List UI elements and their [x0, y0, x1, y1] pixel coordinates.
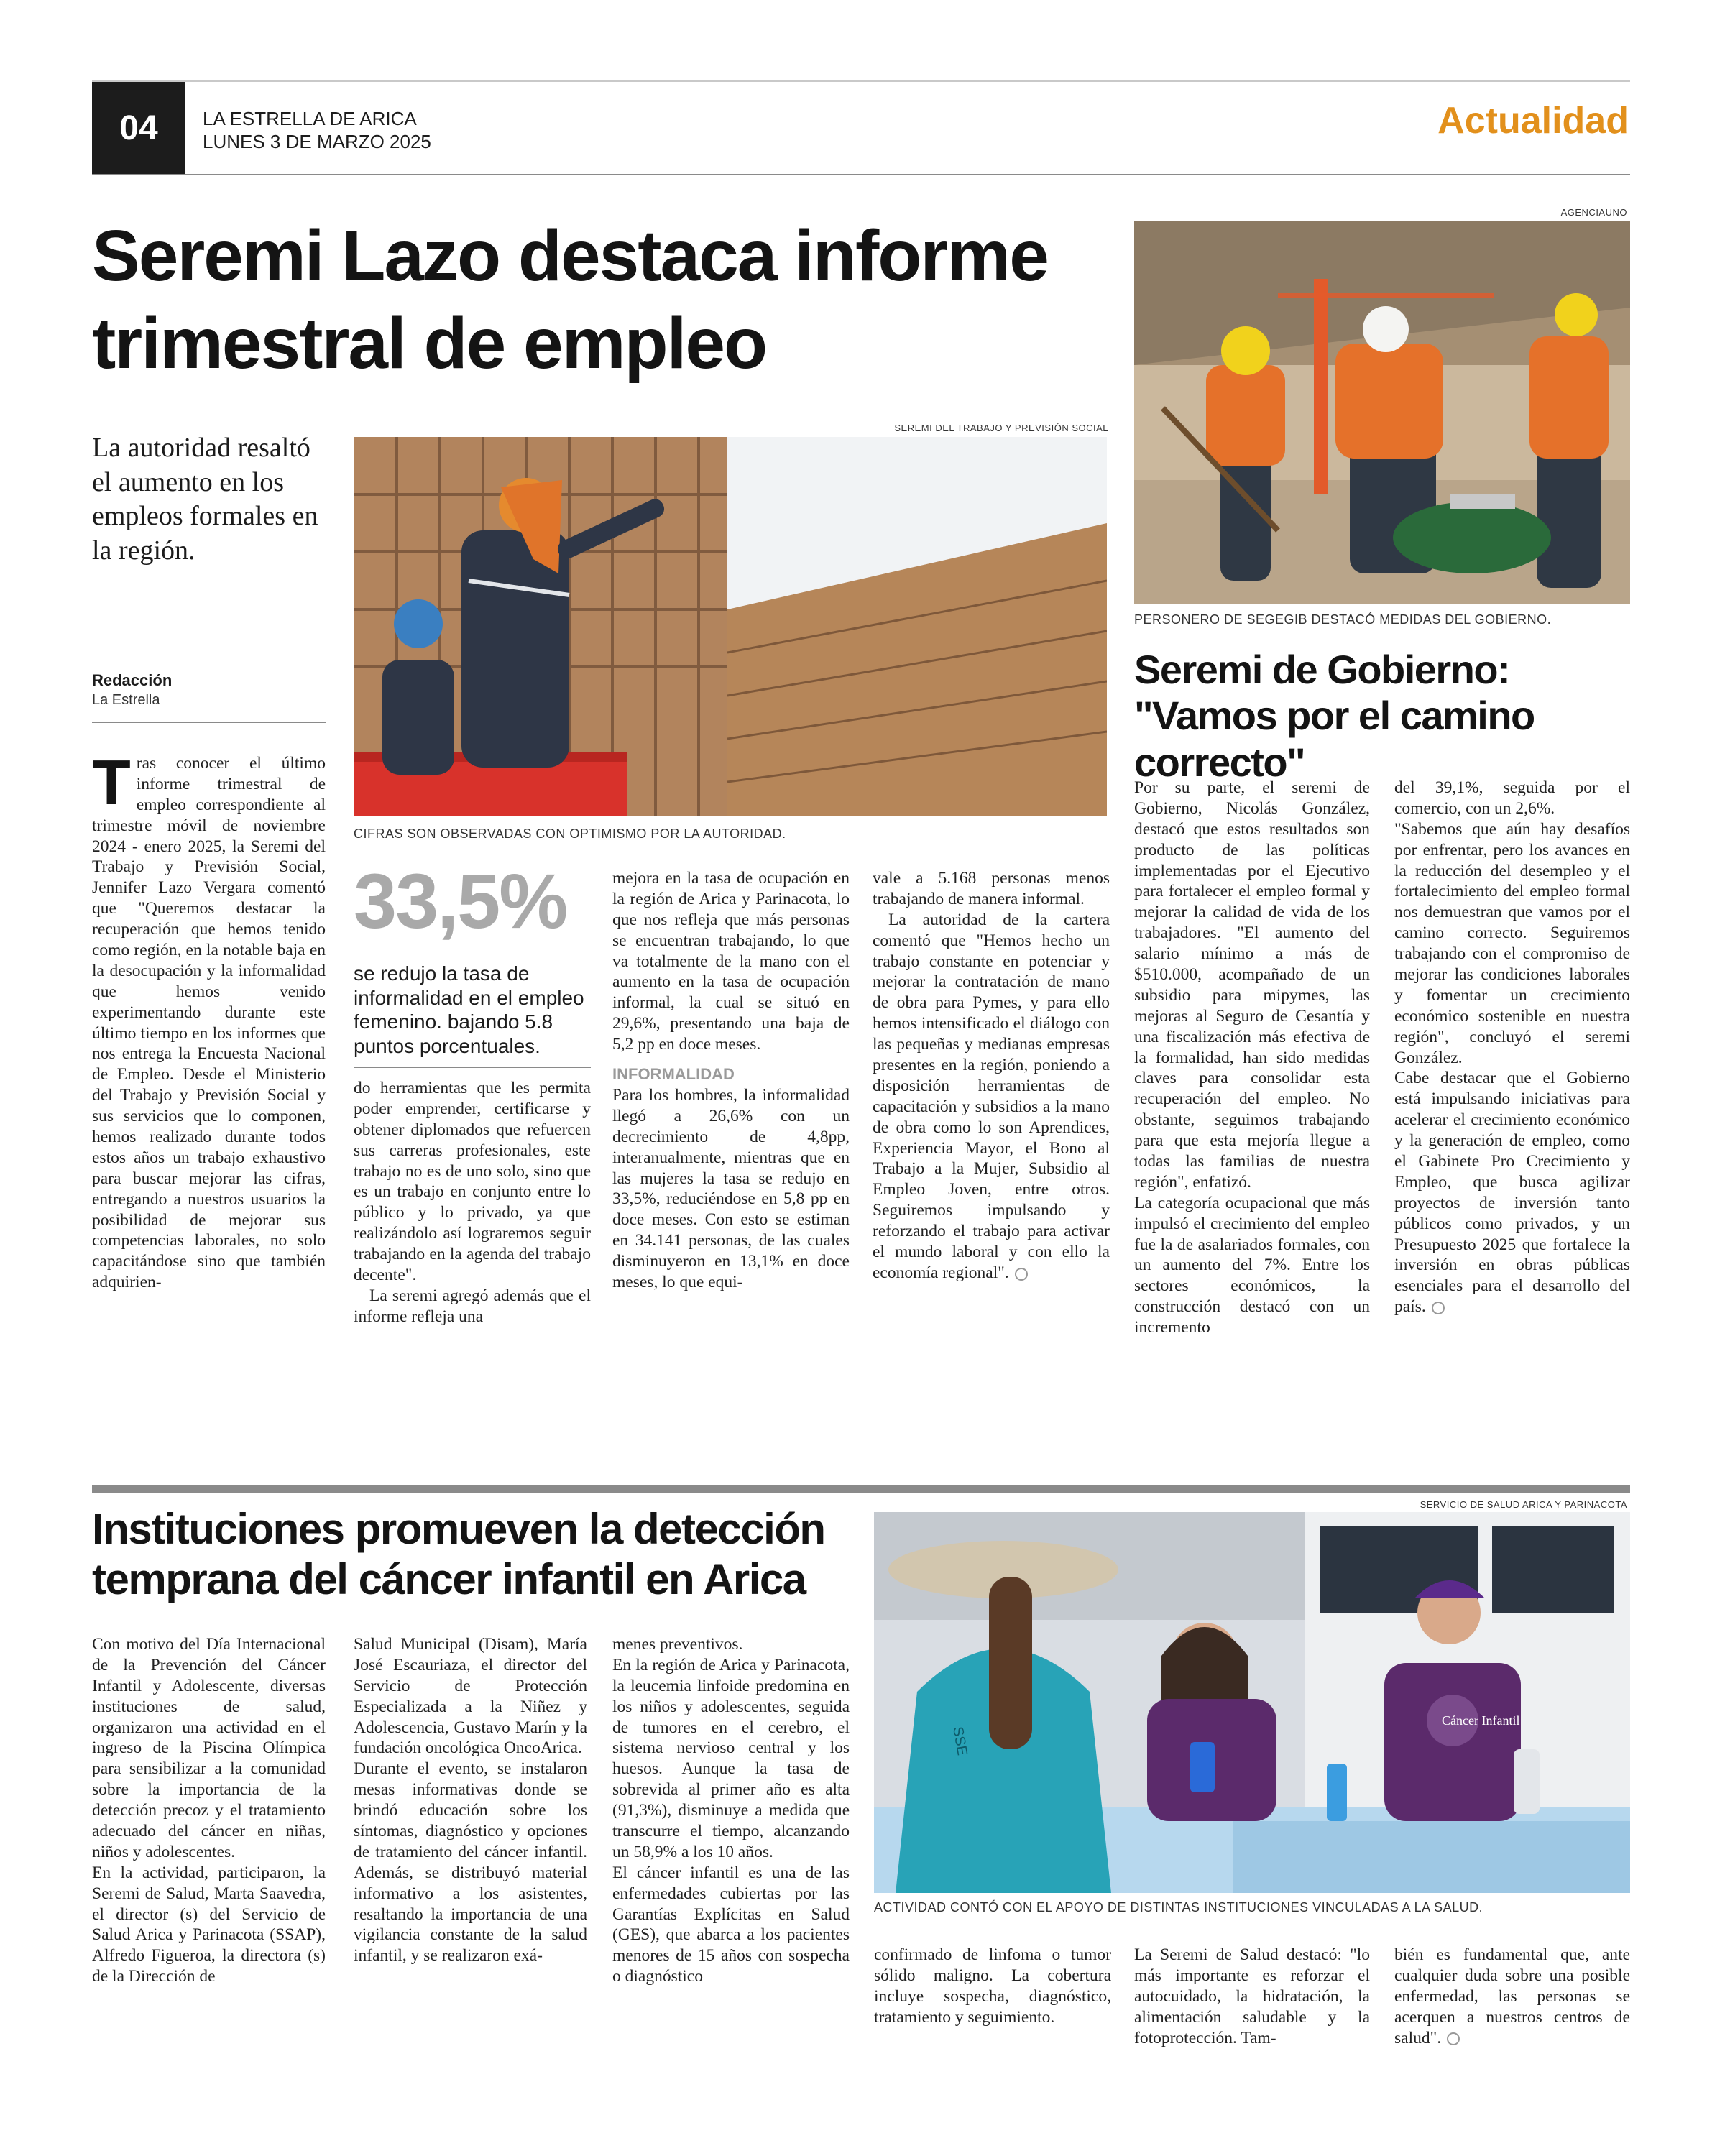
article3-col5 — [1134, 1945, 1370, 2048]
header-bottom-rule — [92, 174, 1630, 175]
article1-col3-p1: mejora en la tasa de ocupación en la región de Arica y Parinacota, lo que nos refleja que más personas se encuentran trabajando, lo que va totalmente de la mano con el aumento en la tasa de ocupación informal, la cual se situó en 29,6%, presentando una baja de 5,2 pp en doce meses. — [612, 869, 850, 1054]
article1-photo — [354, 437, 1107, 816]
article2-col2-p2: "Sabemos que aún hay desafíos por enfrentar, pero los avances en la reducción del desempleo y el fortalecimiento del empleo formal nos demuestran que vamos por el camino correcto. Seguiremos trabajando con el compromiso de mejorar las condiciones laborales y fomentar un crecimiento económico sostenible en nuestra región", concluyó el seremi González. — [1394, 819, 1630, 1067]
article3-headline-line1: Instituciones promueven la detección — [92, 1505, 825, 1553]
section-name: Actualidad — [1438, 100, 1629, 142]
article2-col1-p2: La categoría ocupacional que más impulsó el crecimiento del empleo fue la de asalariados formales, con un aumento del 7%. Entre los sectores económicos, la construcción destacó con un incremento — [1134, 1193, 1370, 1337]
section-separator — [92, 1485, 1630, 1493]
subhead-informalidad: INFORMALIDAD — [612, 1065, 735, 1084]
article3-col1 — [92, 1634, 326, 1987]
end-mark-icon — [1432, 1302, 1445, 1314]
article3-photo-caption: ACTIVIDAD CONTÓ CON EL APOYO DE DISTINTAS INSTITUCIONES VINCULADAS A LA SALUD. — [874, 1900, 1484, 1915]
end-mark-icon — [1015, 1268, 1028, 1281]
stat-number: 33,5% — [354, 857, 567, 944]
article1-col4 — [873, 868, 1110, 1284]
byline-rule — [92, 722, 326, 723]
article1-col4-p1: vale a 5.168 personas menos trabajando de manera informal. — [873, 869, 1110, 908]
header-top-rule — [92, 80, 1630, 82]
article3-col6-p1: bién es fundamental que, ante cualquier duda sobre una posible enfermedad, las personas se acerquen a nuestros centros de salud". — [1394, 1945, 1630, 2047]
article3-col3-p2: En la región de Arica y Parinacota, la leucemia linfoide predomina en los niños y adolescentes, seguida de tumores en el cerebro, el sistema nervioso central y los huesos. Aunque la tasa de sobrevida al primer año es alta (91,3%), disminuye a medida que transcurre el tiempo, alcanzando un 58,9% a los 10 años. — [612, 1655, 850, 1861]
byline-name: Redacción — [92, 671, 172, 689]
article2-col2-p1: del 39,1%, seguida por el comercio, con un 2,6%. — [1394, 778, 1630, 818]
stat-text: se redujo la tasa de informalidad en el empleo femenino. bajando 5.8 puntos porcentuales. — [354, 962, 584, 1057]
end-mark-icon — [1447, 2032, 1460, 2045]
article3-col4 — [874, 1945, 1111, 2028]
article2-col2 — [1394, 778, 1630, 1317]
article3-col6 — [1394, 1945, 1630, 2048]
article3-col2-p2: Durante el evento, se instalaron mesas informativas donde se brindó educación sobre los síntomas, diagnóstico y opciones de tratamiento del cáncer infantil. Además, se distribuyó material informativo a los asistentes, resaltando la importancia de una vigilancia constante de la salud infantil, y se realizaron exá- — [354, 1759, 587, 1966]
article1-photo-credit: SEREMI DEL TRABAJO Y PREVISIÓN SOCIAL — [894, 423, 1108, 433]
article3-photo — [874, 1512, 1630, 1893]
article2-headline: Seremi de Gobierno: "Vamos por el camino correcto" — [1134, 647, 1535, 785]
article1-headline-line2: trimestral de empleo — [92, 303, 767, 384]
page-number: 04 — [92, 82, 185, 174]
article2-col2-p3: Cabe destacar que el Gobierno está impulsando iniciativas para acelerar el crecimiento económico y la generación de empleo, como el Gabinete Pro Crecimiento y Empleo, que busca agilizar proyectos de inversión tanto públicos como privados, y un Presupuesto 2025 que fortalece la inversión en obras públicas esenciales para el desarrollo del país. — [1394, 1069, 1630, 1317]
article2-photo — [1134, 221, 1630, 604]
article1-col2 — [354, 1078, 591, 1327]
article1-col2-p1: do herramientas que les permita poder emprender, certificarse y obtener diplomados que refuercen sus carreras profesionales, este trabajo no es de uno solo, sino que es un trabajo en conjunto entre lo público y lo privado, ya que realizándolo así lograremos seguir trabajando en la agenda del trabajo decente". — [354, 1079, 591, 1285]
article3-col1-p2: En la actividad, participaron, la Seremi de Salud, Marta Saavedra, el director (s) del Servicio de Salud Arica y Parinacota (SSAP), Alfredo Figueroa, la directora (s) de la Dirección de — [92, 1863, 326, 1986]
article1-col1-text: ras conocer el último informe trimestral de empleo correspondiente al trimestre móvil de noviembre 2024 - enero 2025, la Seremi del Trabajo y Previsión Social, Jennifer Lazo Vergara comentó que "Queremos destacar la recuperación que hemos tenido como región, en la notable baja en la desocupación y la informalidad que hemos venido experimentando durante este último tiempo en los informes que nos entrega la Encuesta Nacional de Empleo. Desde el Ministerio del Trabajo y Previsión Social y sus servicios que lo componen, hemos realizado durante todos estos años un trabajo exhaustivo para buscar mejorar las cifras, entregando a nuestros usuarios la posibilidad de mejorar sus competencias laborales, no solo capacitándose sino que también adquirien- — [92, 754, 326, 1292]
shirt-logo: Cáncer Infantil — [1442, 1713, 1520, 1728]
article1-headline-line1: Seremi Lazo destaca informe — [92, 216, 1048, 296]
paper-name: LA ESTRELLA DE ARICA — [203, 108, 417, 129]
article2-photo-caption: PERSONERO DE SEGEGIB DESTACÓ MEDIDAS DEL GOBIERNO. — [1134, 612, 1552, 627]
byline-org: La Estrella — [92, 692, 160, 708]
svg-text:SSE: SSE — [949, 1726, 970, 1757]
article3-col2 — [354, 1634, 587, 1966]
article3-photo-credit: SERVICIO DE SALUD ARICA Y PARINACOTA — [1420, 1499, 1627, 1510]
article3-col5-p1: La Seremi de Salud destacó: "lo más importante es reforzar el autocuidado, la hidratación, la alimentación saludable y la fotoprotección. Tam- — [1134, 1945, 1370, 2047]
article1-col3 — [612, 868, 850, 1293]
article3-col4-p1: confirmado de linfoma o tumor sólido maligno. La cobertura incluye sospecha, diagnóstico, tratamiento y seguimiento. — [874, 1945, 1111, 2027]
article3-col1-p1: Con motivo del Día Internacional de la Prevención del Cáncer Infantil y Adolescente, diversas instituciones de salud, organizaron una actividad en el ingreso de la Piscina Olímpica para sensibilizar a la comunidad sobre la importancia de la detección precoz y el tratamiento adecuado del cáncer en niñas, niños y adolescentes. — [92, 1635, 326, 1861]
article2-col1 — [1134, 778, 1370, 1338]
article2-photo-credit: AGENCIAUNO — [1560, 207, 1627, 218]
article3-headline-line2: temprana del cáncer infantil en Arica — [92, 1555, 806, 1603]
dropcap: T — [92, 747, 131, 818]
stat-rule — [354, 1067, 591, 1068]
article3-col2-p1: Salud Municipal (Disam), María José Escauriaza, el director del Servicio de Protección Especializada a la Niñez y Adolescencia, Gustavo Marín y la fundación oncológica OncoArica. — [354, 1635, 587, 1758]
article1-col1 — [92, 747, 326, 1293]
paper-date: LUNES 3 DE MARZO 2025 — [203, 131, 431, 152]
article1-col4-p2: La autoridad de la cartera comentó que "Hemos hecho un trabajo constante en potenciar y mejorar la contratación de mano de obra para Pymes, y para ello hemos intensificado el diálogo con las pequeñas y medianas empresas presentes en la región, poniendo a disposición herramientas de capacitación y subsidios a la mano de obra como lo son Aprendices, Experiencia Mayor, el Bono al Trabajo a la Mujer, Subsidio al Empleo Joven, entre otros. Seguiremos impulsando y reforzando el trabajo para activar el mundo laboral y con ello la economía regional". — [873, 910, 1110, 1282]
article1-deck: La autoridad resaltó el aumento en los empleos formales en la región. — [92, 433, 318, 566]
article2-col1-p1: Por su parte, el seremi de Gobierno, Nicolás González, destacó que estos resultados son producto de las políticas implementadas por el Ejecutivo para fortalecer el empleo formal y mejorar la calidad de vida de los trabajadores. "El aumento del salario mínimo a más de $510.000, acompañado de un subsidio para mipymes, las mejoras al Seguro de Cesantía y una fiscalización más efectiva de la formalidad, han sido medidas claves para consolidar esta recuperación del empleo. No obstante, seguimos trabajando para que esta mejoría llegue a todas las familias de nuestra región", enfatizó. — [1134, 778, 1370, 1192]
article1-col3-p2: Para los hombres, la informalidad llegó a 26,6% con un decrecimiento de 4,8pp, interanualmente, mientras que en las mujeres la tasa se redujo en 33,5%, reduciéndose en 5,8 pp en doce meses. Con esto se estiman en 34.141 personas, de las cuales disminuyeron en 13,1% en doce meses, lo que equi- — [612, 1086, 850, 1292]
article1-col2-p2: La seremi agregó además que el informe refleja una — [354, 1286, 591, 1326]
article3-col3 — [612, 1634, 850, 1987]
article1-photo-caption: CIFRAS SON OBSERVADAS CON OPTIMISMO POR LA AUTORIDAD. — [354, 826, 786, 841]
article3-col3-p3: El cáncer infantil es una de las enfermedades cubiertas por las Garantías Explícitas en Salud (GES), que abarca a los pacientes menores de 15 años con sospecha o diagnóstico — [612, 1863, 850, 1986]
article3-col3-p1: menes preventivos. — [612, 1635, 743, 1654]
